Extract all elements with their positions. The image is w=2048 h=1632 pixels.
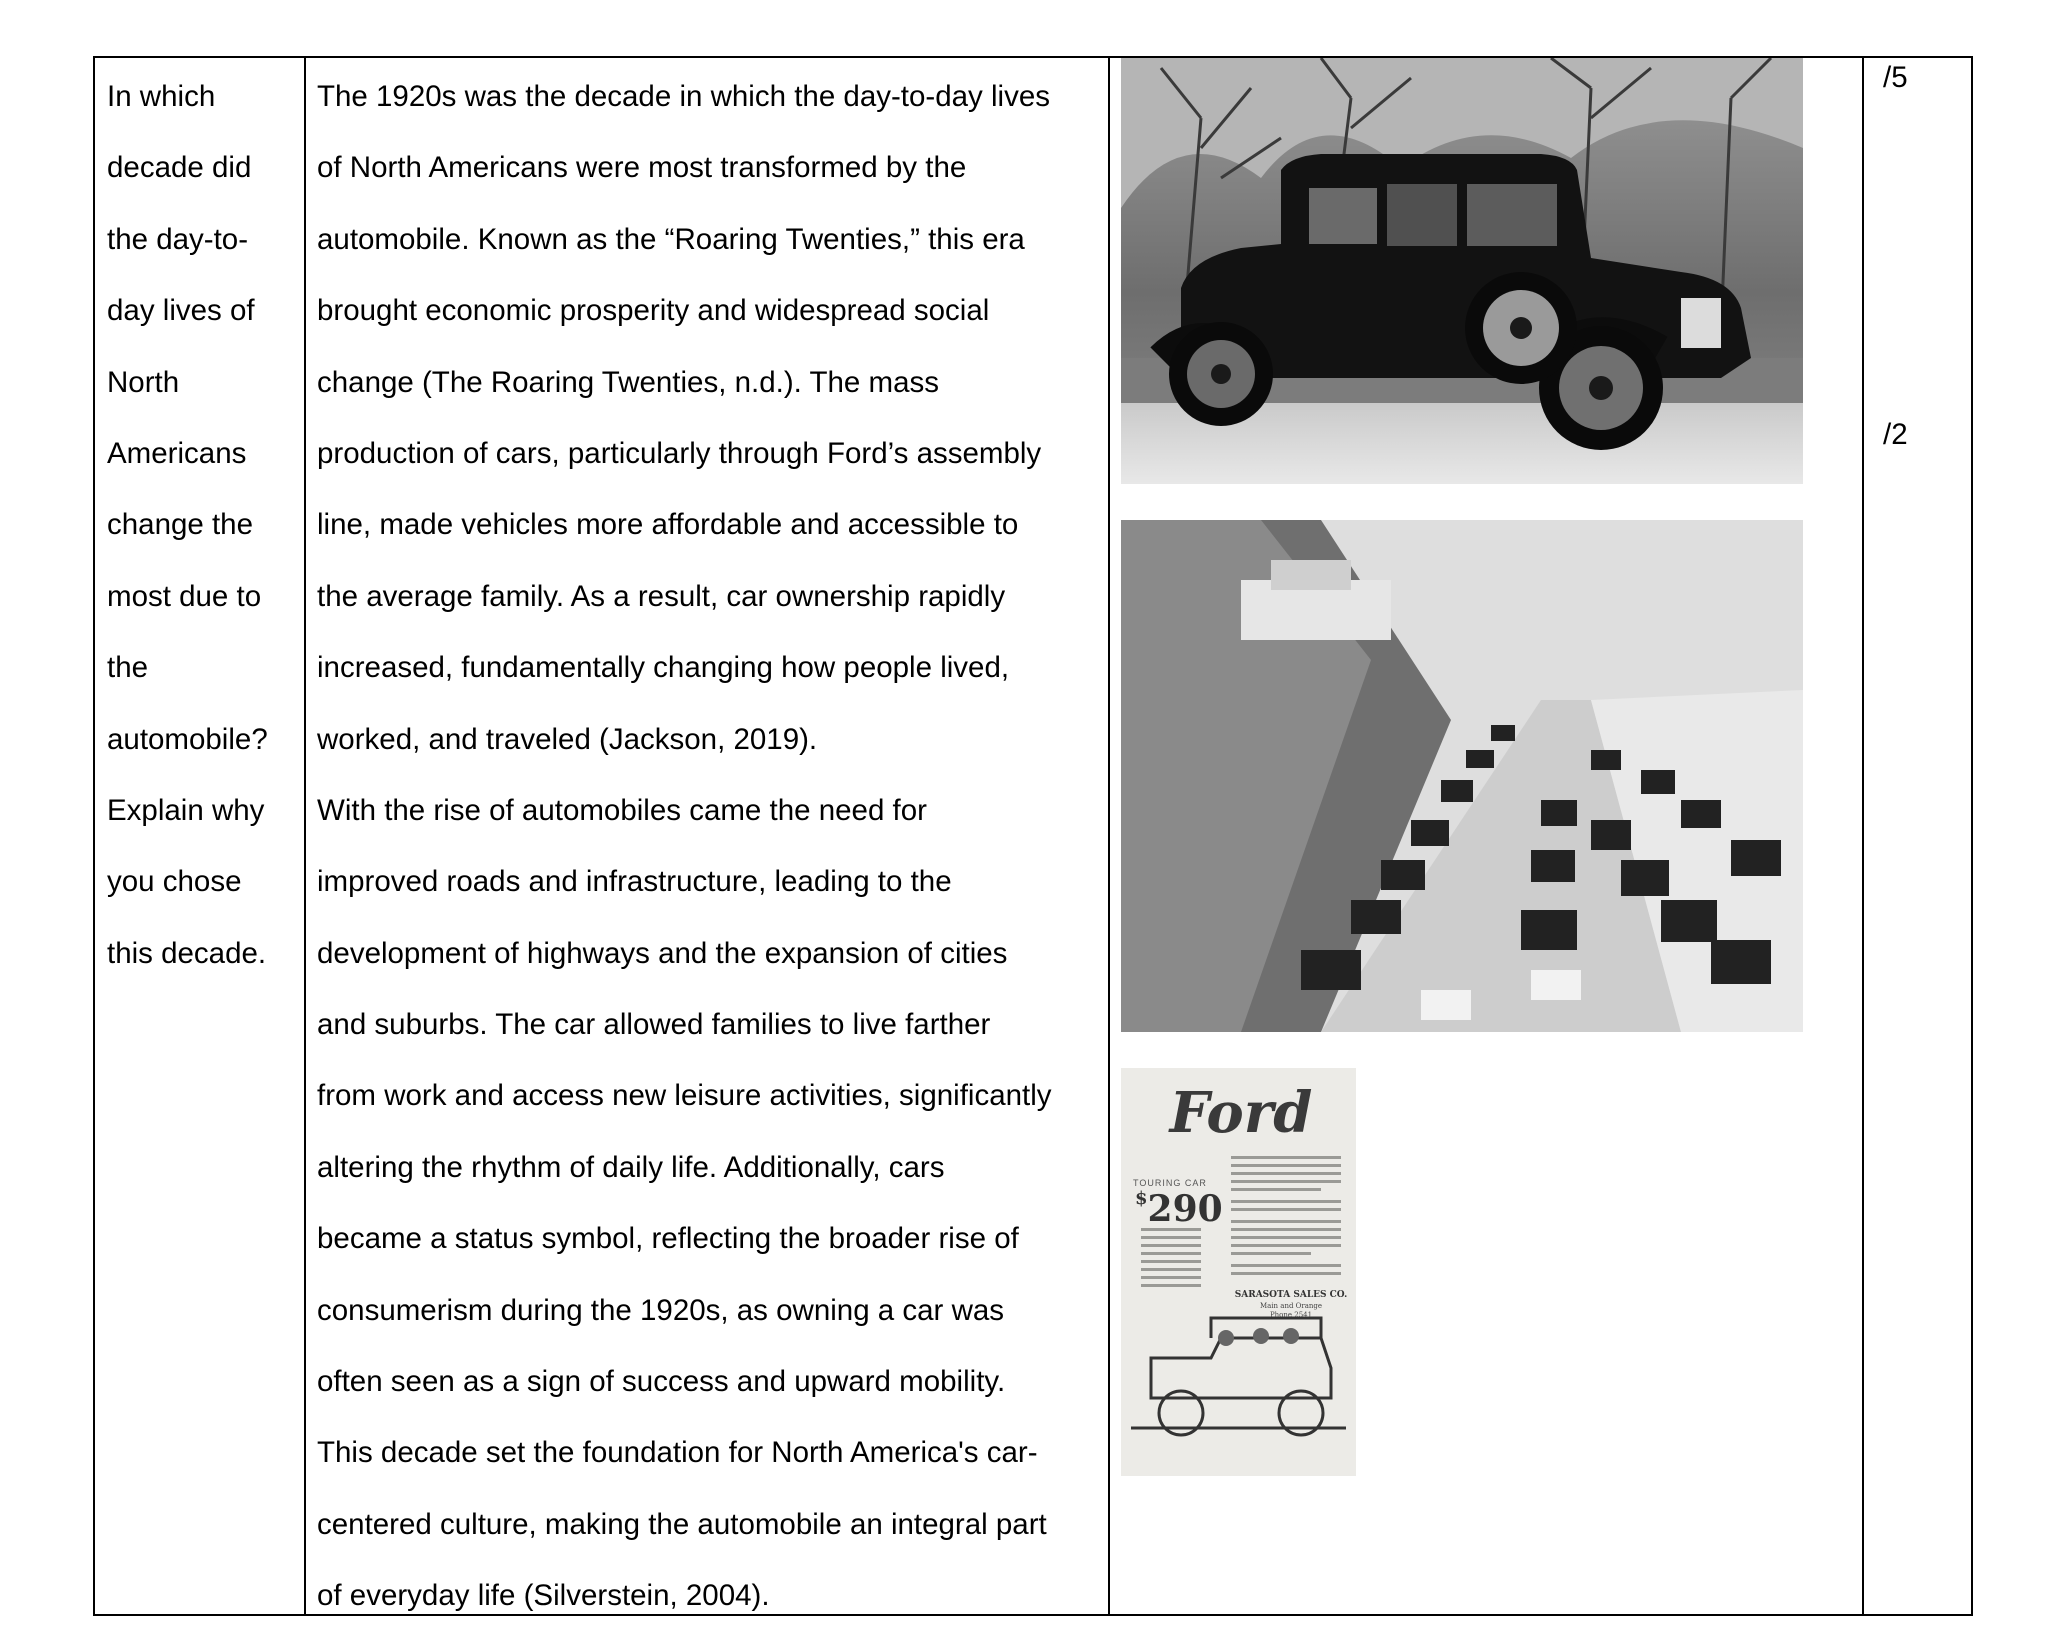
answer-line: The 1920s was the decade in which the day-to-day lives [317,80,1051,113]
answer-line: change (The Roaring Twenties, n.d.). The mass [317,365,940,399]
answer-line: brought economic prosperity and widespread social [317,294,990,328]
score-second: /2 [1883,418,1908,451]
ad-dealer: SARASOTA SALES CO. [1234,1290,1348,1300]
answer-line: increased, fundamentally changing how people lived, [317,651,1010,685]
column-divider [1862,58,1864,1614]
question-line: the day-to- [107,222,249,256]
question-line: this decade. [107,936,267,970]
answer-line: centered culture, making the automobile an integral part [317,1507,1047,1541]
ad-price: $290 [1135,1188,1223,1230]
answer-line: the average family. As a result, car ownership rapidly [317,579,1006,613]
question-line: change the [107,508,253,542]
answer-line: of North Americans were most transformed by the [317,151,967,185]
answer-line: improved roads and infrastructure, leading to the [317,865,952,899]
answer-line: of everyday life (Silverstein, 2004). [317,1579,770,1613]
answer-line: automobile. Known as the “Roaring Twenties,” this era [317,222,1025,256]
coastal-road-photo [1121,520,1803,1032]
answer-line: consumerism during the 1920s, as owning a car was [317,1293,1005,1327]
question-line: you chose [107,865,242,899]
answer-cell [317,61,1052,1632]
score-first: /5 [1883,61,1908,94]
column-divider [304,58,306,1614]
vintage-car-photo [1121,58,1803,484]
question-line: Explain why [107,793,265,827]
question-line: automobile? [107,722,268,756]
answer-line: development of highways and the expansion of cities [317,936,1008,970]
answer-line: With the rise of automobiles came the need for [317,793,927,827]
answer-line: worked, and traveled (Jackson, 2019). [317,722,818,756]
question-line: day lives of [107,294,255,328]
column-divider [1108,58,1110,1614]
answer-line: This decade set the foundation for North America's car- [317,1436,1038,1470]
ad-phone: Phone 2541 [1269,1311,1313,1319]
answer-line: became a status symbol, reflecting the broader rise of [317,1222,1019,1256]
question-line: In which [107,80,216,113]
ad-model: TOURING CAR [1133,1178,1207,1188]
question-line: North [107,365,180,399]
answer-line: line, made vehicles more affordable and accessible to [317,508,1019,542]
answer-line: altering the rhythm of daily life. Additionally, cars [317,1150,945,1184]
ford-logo: Ford [1169,1080,1313,1146]
ford-advertisement [1121,1068,1356,1476]
answer-table [93,56,1973,1616]
question-line: the [107,651,149,685]
answer-line: often seen as a sign of success and upward mobility. [317,1365,1006,1399]
question-line: decade did [107,151,252,185]
ad-address: Main and Orange [1259,1302,1323,1310]
answer-line: from work and access new leisure activities, significantly [317,1079,1052,1113]
answer-line: and suburbs. The car allowed families to live farther [317,1008,991,1042]
answer-line: production of cars, particularly through Ford’s assembly [317,436,1042,470]
question-line: most due to [107,579,262,613]
question-cell [107,61,268,989]
question-line: Americans [107,436,247,470]
